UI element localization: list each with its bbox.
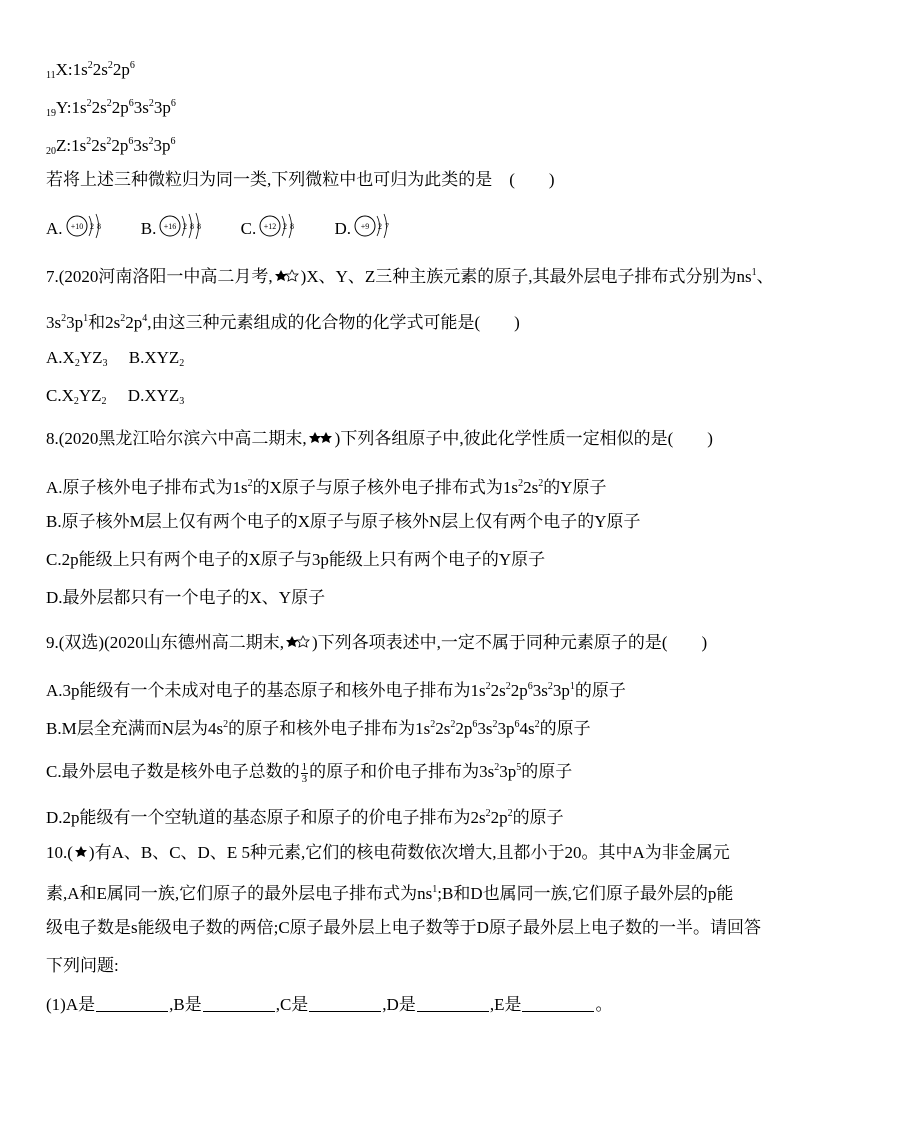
q9-option-d[interactable]: D.2p能级有一个空轨道的基态原子和原子的价电子排布为$2s^22p^2$的原子 (46, 808, 564, 827)
shell-a-1: 2 (89, 222, 94, 231)
q6-option-a[interactable]: A. +10 2 8 (46, 212, 109, 240)
shell-b-2: 8 (190, 222, 195, 231)
answer-blank-c[interactable] (309, 995, 381, 1012)
shell-d-1: 2 (378, 222, 382, 231)
q7-options-cd (46, 385, 184, 413)
q6-options (46, 212, 425, 242)
nucleus-b: +16 (164, 222, 177, 231)
difficulty-stars-icon (285, 635, 311, 649)
q9-stem: 9.(双选)(2020山东德州高二期末, )下列各项表述中,一定不属于同种元素原子的是( ) (46, 633, 708, 652)
atom-diagram-b (158, 212, 208, 240)
shell-c-2: 8 (290, 222, 295, 231)
answer-blank-b[interactable] (203, 995, 275, 1012)
difficulty-stars-icon (308, 431, 334, 445)
fraction-one-third: $\frac{1}{3}$ (301, 760, 308, 785)
difficulty-star-icon (74, 845, 88, 859)
atom-diagram-c (258, 212, 302, 240)
particle-z-config: $_{20}Z:1s^22s^22p^63s^23p^6$ (46, 136, 176, 157)
q7-stem-line2: $3s^23p^1$和$2s^22p^4$,由这三种元素组成的化合物的化学式可能是( ) (46, 313, 520, 332)
particle-y-config: $_{19}Y:1s^22s^22p^63s^23p^6$ (46, 98, 176, 119)
q10-sub1: (1)A是 ,B是 ,C是 ,D是 ,E是 。 (46, 995, 613, 1014)
q8-option-d[interactable]: D.最外层都只有一个电子的X、Y原子 (46, 588, 326, 607)
nucleus-c: +12 (263, 222, 277, 231)
q9-option-a[interactable]: A.3p能级有一个未成对电子的基态原子和核外电子排布为$1s^22s^22p^63s^23p^1$的原子 (46, 681, 626, 700)
atom-diagram-a (65, 212, 109, 240)
answer-blank-d[interactable] (417, 995, 489, 1012)
answer-blank-a[interactable] (96, 995, 168, 1012)
q9-option-b[interactable]: B.M层全充满而N层为$4s^2$的原子和核外电子排布为$1s^22s^22p^63s^23p^64s^2$的原子 (46, 719, 591, 738)
q7-option-c[interactable]: $C.X_2YZ_2$ (46, 386, 107, 407)
q7-option-a[interactable]: $A.X_2YZ_3$ (46, 348, 108, 369)
q10-stem-line3: 级电子数是s能级电子数的两倍;C原子最外层上电子数等于D原子最外层上电子数的一半。请回答 (46, 918, 761, 937)
nucleus-d: +9 (360, 222, 370, 231)
q10-stem-line4: 下列问题: (46, 956, 119, 975)
q9-option-c[interactable]: C.最外层电子数是核外电子总数的 $\frac{1}{3}$ 的原子和价电子排布为$3s^23p^5$的原子 (46, 760, 573, 785)
q7-stem: 7.(2020河南洛阳一中高二月考, )X、Y、Z三种主族元素的原子,其最外层电子排布式分别为$ns^1$、 (46, 267, 774, 286)
particle-x-config: $_{11}X:1s^22s^22p^6$ (46, 60, 135, 81)
q8-option-b[interactable]: B.原子核外M层上仅有两个电子的X原子与原子核外N层上仅有两个电子的Y原子 (46, 512, 641, 531)
q7-option-d[interactable]: $D.XYZ_3$ (127, 386, 185, 407)
shell-d-2: 7 (385, 222, 389, 231)
q7-option-b[interactable]: $B.XYZ_2$ (128, 348, 185, 369)
atom-diagram-d (353, 212, 397, 240)
q8-stem: 8.(2020黑龙江哈尔滨六中高二期末, )下列各组原子中,彼此化学性质一定相似的是( ) (46, 429, 713, 448)
shell-a-2: 8 (96, 222, 101, 231)
nucleus-a: +10 (70, 222, 83, 231)
q6-option-c[interactable]: C. +12 2 8 (241, 212, 303, 240)
q6-option-b[interactable]: B. +16 2 8 8 (141, 212, 209, 240)
shell-b-1: 2 (183, 222, 188, 231)
q8-option-c[interactable]: C.2p能级上只有两个电子的X原子与3p能级上只有两个电子的Y原子 (46, 550, 546, 569)
q6-stem: 若将上述三种微粒归为同一类,下列微粒中也可归为此类的是 ( ) (46, 170, 555, 189)
q8-option-a[interactable]: A.原子核外电子排布式为$1s^2$的X原子与原子核外电子排布式为$1s^22s^2$的Y原子 (46, 478, 607, 497)
q10-stem-line1: 10.( )有A、B、C、D、E 5种元素,它们的核电荷数依次增大,且都小于20。其中A为非金属元 (46, 843, 730, 862)
shell-b-3: 8 (197, 222, 202, 231)
shell-c-1: 2 (283, 222, 288, 231)
q6-option-d[interactable]: D. +9 2 7 (334, 212, 397, 240)
difficulty-stars-icon (274, 269, 300, 283)
q7-options-ab (46, 347, 184, 375)
answer-blank-e[interactable] (522, 995, 594, 1012)
q10-stem-line2: 素,A和E属同一族,它们原子的最外层电子排布式为$ns^1;B$和D也属同一族,它们原子最外层的p能 (46, 884, 734, 903)
